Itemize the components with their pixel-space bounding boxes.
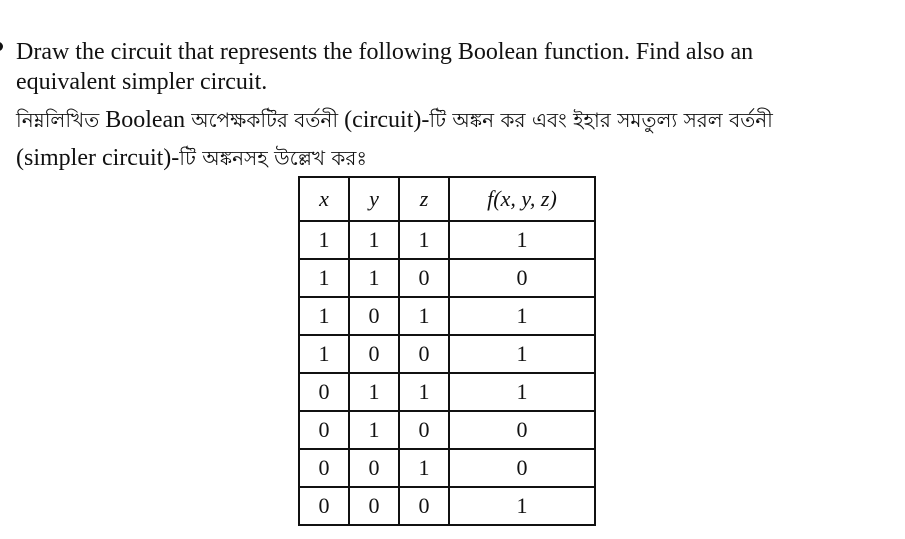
- cell-x: 1: [299, 221, 349, 259]
- cell-y: 0: [349, 449, 399, 487]
- cell-f: 0: [449, 259, 595, 297]
- cell-z: 1: [399, 373, 449, 411]
- english-term-simpler-circuit: (simpler circuit)-: [16, 145, 180, 171]
- header-y: y: [349, 177, 399, 221]
- truth-table: [298, 176, 596, 526]
- table-row: [299, 335, 595, 373]
- cell-z: 1: [399, 297, 449, 335]
- english-term-boolean: Boolean: [99, 107, 192, 133]
- bengali-text-segment: অপেক্ষকটির বর্তনী: [191, 108, 339, 132]
- cell-x: 0: [299, 449, 349, 487]
- cell-x: 0: [299, 487, 349, 525]
- cell-z: 1: [399, 221, 449, 259]
- bengali-text-segment: নিম্নলিখিত: [16, 108, 100, 132]
- cell-x: 0: [299, 411, 349, 449]
- cell-f: 1: [449, 373, 595, 411]
- cell-y: 0: [349, 335, 399, 373]
- table-row: [299, 297, 595, 335]
- header-f: f(x, y, z): [449, 177, 595, 221]
- bengali-text-segment: টি অঙ্কনসহ উল্লেখ করঃ: [179, 146, 368, 170]
- table-row: [299, 487, 595, 525]
- cell-z: 0: [399, 487, 449, 525]
- cell-y: 1: [349, 373, 399, 411]
- question-bengali-line-1: [16, 108, 773, 132]
- question-english-line-1: Draw the circuit that represents the following Boolean function. Find also an: [16, 39, 754, 65]
- question-english-line-2: equivalent simpler circuit.: [16, 69, 268, 95]
- table-row: [299, 411, 595, 449]
- table-row: [299, 221, 595, 259]
- cell-z: 0: [399, 411, 449, 449]
- cell-x: 0: [299, 373, 349, 411]
- header-x: x: [299, 177, 349, 221]
- cell-f: 1: [449, 335, 595, 373]
- cell-f: 1: [449, 487, 595, 525]
- cell-z: 0: [399, 335, 449, 373]
- cell-z: 0: [399, 259, 449, 297]
- cell-y: 1: [349, 221, 399, 259]
- table-row: [299, 449, 595, 487]
- cell-x: 1: [299, 259, 349, 297]
- bullet-marker: [0, 42, 3, 51]
- truth-table-header-row: [299, 177, 595, 221]
- cell-f: 0: [449, 411, 595, 449]
- bengali-text-segment: টি অঙ্কন কর এবং ইহার সমতুল্য সরল বর্তনী: [429, 108, 773, 132]
- header-z: z: [399, 177, 449, 221]
- cell-x: 1: [299, 335, 349, 373]
- question-bengali-line-2: [16, 146, 367, 170]
- cell-y: 0: [349, 487, 399, 525]
- cell-f: 1: [449, 297, 595, 335]
- english-term-circuit: (circuit)-: [338, 107, 430, 133]
- cell-f: 1: [449, 221, 595, 259]
- cell-y: 0: [349, 297, 399, 335]
- cell-z: 1: [399, 449, 449, 487]
- cell-y: 1: [349, 259, 399, 297]
- cell-x: 1: [299, 297, 349, 335]
- table-row: [299, 259, 595, 297]
- cell-f: 0: [449, 449, 595, 487]
- table-row: [299, 373, 595, 411]
- cell-y: 1: [349, 411, 399, 449]
